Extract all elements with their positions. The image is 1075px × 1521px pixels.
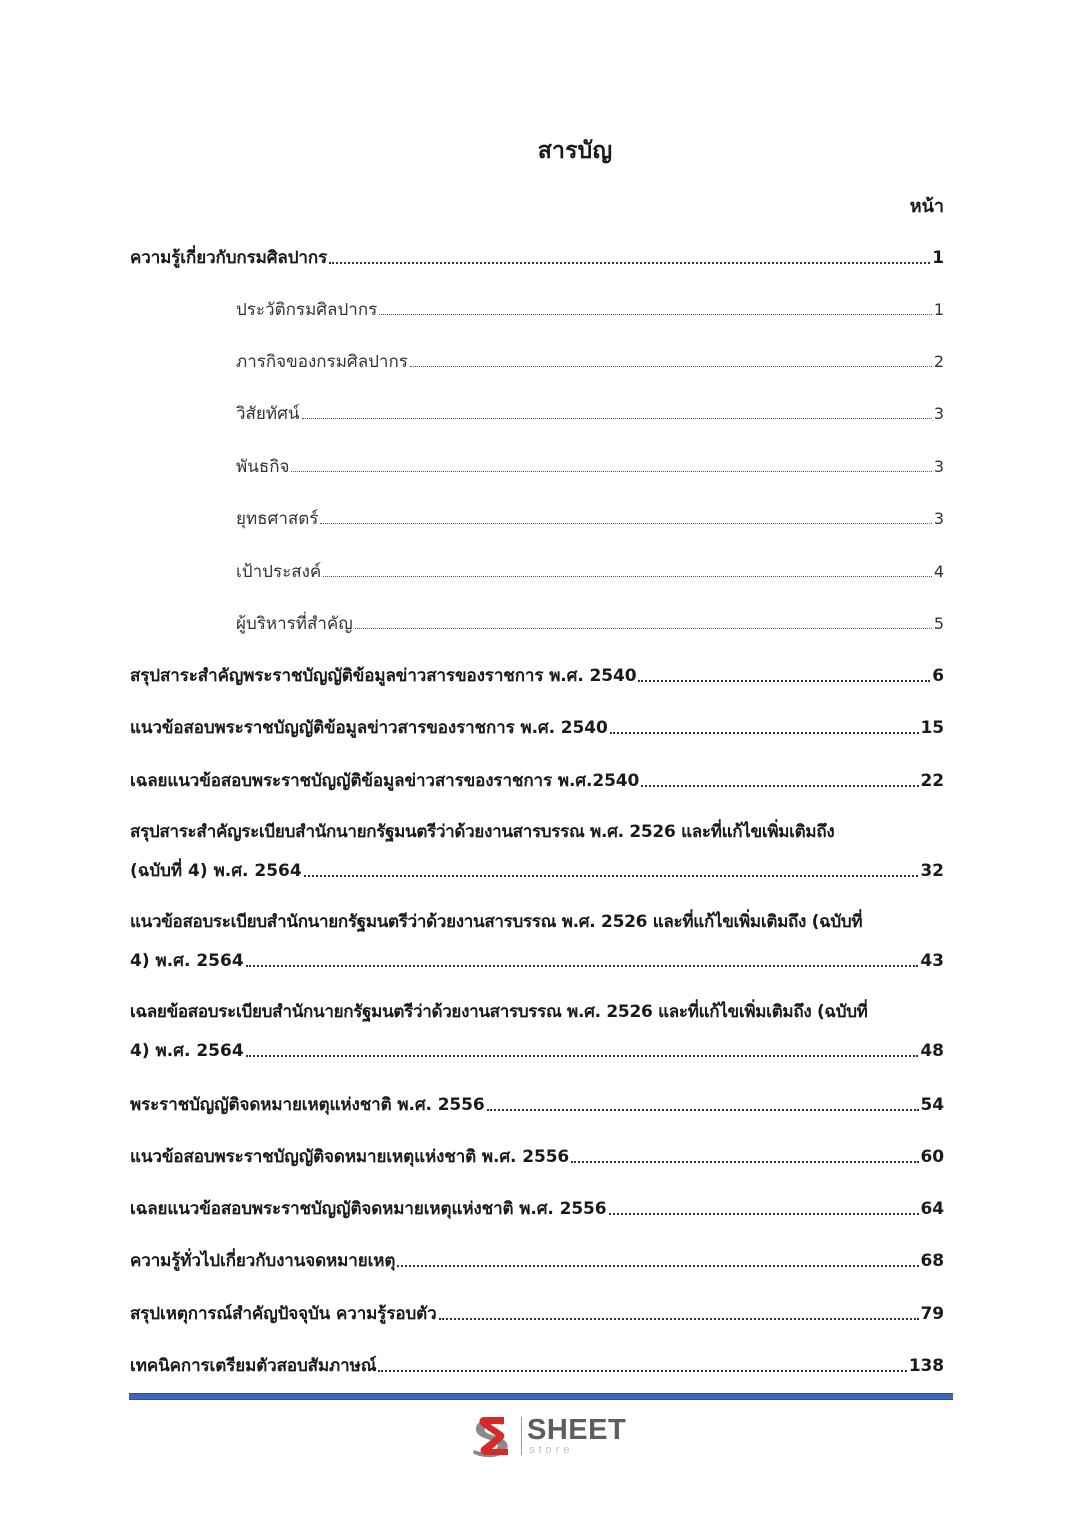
toc-entry[interactable] — [130, 1301, 944, 1327]
toc-entry-page: 79 — [920, 1304, 944, 1324]
toc-entry-page: 43 — [920, 951, 944, 971]
dot-leader — [610, 715, 919, 741]
toc-entry-label: ความรู้เกี่ยวกับกรมศิลปากร — [130, 248, 328, 268]
dot-leader — [302, 401, 932, 427]
dot-leader — [304, 858, 919, 884]
toc-entry-page: 32 — [920, 861, 944, 881]
toc-subentry[interactable] — [236, 401, 944, 427]
toc-entry-label: ความรู้ทั่วไปเกี่ยวกับงานจดหมายเหตุ — [130, 1251, 396, 1271]
dot-leader — [439, 1301, 919, 1327]
toc-entry-label-line2: (ฉบับที่ 4) พ.ศ. 2564 — [130, 861, 302, 881]
toc-entry-page: 22 — [920, 771, 944, 791]
toc-subentry[interactable] — [236, 506, 944, 532]
toc-entry-page: 138 — [908, 1356, 944, 1376]
toc-entry-label: สรุปสาระสำคัญพระราชบัญญัติข้อมูลข่าวสารของราชการ พ.ศ. 2540 — [130, 666, 637, 686]
toc-entry-page: 64 — [920, 1199, 944, 1219]
toc-entry-page: 15 — [920, 718, 944, 738]
toc-entry-label: พันธกิจ — [236, 457, 290, 477]
toc-entry[interactable] — [130, 909, 944, 974]
toc-entry-label-line1: แนวข้อสอบระเบียบสำนักนายกรัฐมนตรีว่าด้วยงานสารบรรณ พ.ศ. 2526 และที่แก้ไขเพิ่มเติมถึง (ฉบับที่ — [130, 912, 863, 932]
toc-subentry[interactable] — [236, 559, 944, 585]
toc-entry[interactable] — [130, 1248, 944, 1274]
dot-leader — [410, 349, 932, 375]
toc-subentry[interactable] — [236, 297, 944, 323]
page-title: สารบัญ — [537, 138, 613, 164]
toc-entry-label: แนวข้อสอบพระราชบัญญัติข้อมูลข่าวสารของราชการ พ.ศ. 2540 — [130, 718, 608, 738]
toc-entry-label: เฉลยแนวข้อสอบพระราชบัญญัติจดหมายเหตุแห่งชาติ พ.ศ. 2556 — [130, 1199, 607, 1219]
toc-entry[interactable] — [130, 663, 944, 689]
toc-entry-page: 60 — [920, 1147, 944, 1167]
toc-entry-page: 2 — [933, 352, 944, 371]
toc-entry-label: ยุทธศาสตร์ — [236, 509, 319, 529]
footer-rule — [129, 1393, 953, 1400]
toc-entry-label: เป้าประสงค์ — [236, 562, 322, 582]
toc-entry-label-line1: เฉลยข้อสอบระเบียบสำนักนายกรัฐมนตรีว่าด้วยงานสารบรรณ พ.ศ. 2526 และที่แก้ไขเพิ่มเติมถึง (ฉบับที่ — [130, 1002, 868, 1022]
toc-subentry[interactable] — [236, 611, 944, 637]
toc-entry-page: 1 — [932, 248, 944, 268]
toc-entry-label: ประวัติกรมศิลปากร — [236, 300, 378, 320]
toc-entry-page: 6 — [932, 666, 944, 686]
dot-leader — [320, 506, 931, 532]
toc-entry-page: 68 — [920, 1251, 944, 1271]
dot-leader — [329, 245, 930, 271]
sheet-store-s-logo-icon — [470, 1415, 516, 1459]
dot-leader — [246, 1038, 919, 1064]
toc-subentry[interactable] — [236, 349, 944, 375]
toc-subentry[interactable] — [236, 454, 944, 480]
toc-entry-page: 3 — [933, 457, 944, 476]
toc-entry[interactable] — [130, 1196, 944, 1222]
logo-divider — [521, 1417, 522, 1455]
dot-leader — [397, 1248, 918, 1274]
toc-entry-label: วิสัยทัศน์ — [236, 404, 300, 424]
toc-entry-label: สรุปเหตุการณ์สำคัญปัจจุบัน ความรู้รอบตัว — [130, 1304, 437, 1324]
toc-entry-label-line2: 4) พ.ศ. 2564 — [130, 1041, 244, 1061]
dot-leader — [246, 948, 919, 974]
toc-entry[interactable] — [130, 715, 944, 741]
toc-entry-page: 1 — [933, 300, 944, 319]
toc-entry[interactable] — [130, 999, 944, 1064]
toc-entry[interactable] — [130, 819, 944, 884]
toc-entry-page: 54 — [920, 1095, 944, 1115]
dot-leader — [378, 1353, 906, 1379]
toc-entry-label: เฉลยแนวข้อสอบพระราชบัญญัติข้อมูลข่าวสารของราชการ พ.ศ.2540 — [130, 771, 640, 791]
toc-entry-label: ภารกิจของกรมศิลปากร — [236, 352, 408, 372]
toc-entry-page: 3 — [933, 509, 944, 528]
toc-entry-label: ผู้บริหารที่สำคัญ — [236, 614, 353, 634]
logo-wordmark: SHEET — [527, 1414, 627, 1446]
toc-entry-page: 5 — [933, 614, 944, 633]
dot-leader — [641, 768, 918, 794]
toc-entry[interactable] — [130, 245, 944, 271]
page-column-header: หน้า — [909, 196, 944, 217]
dot-leader — [379, 297, 932, 323]
sheet-store-logo — [470, 1413, 630, 1461]
dot-leader — [638, 663, 930, 689]
dot-leader — [571, 1144, 918, 1170]
toc-entry[interactable] — [130, 768, 944, 794]
dot-leader — [355, 611, 932, 637]
dot-leader — [609, 1196, 919, 1222]
toc-entry-label: แนวข้อสอบพระราชบัญญัติจดหมายเหตุแห่งชาติ พ.ศ. 2556 — [130, 1147, 570, 1167]
dot-leader — [487, 1092, 919, 1118]
toc-entry-label: พระราชบัญญัติจดหมายเหตุแห่งชาติ พ.ศ. 2556 — [130, 1095, 485, 1115]
toc-entry[interactable] — [130, 1092, 944, 1118]
dot-leader — [323, 559, 932, 585]
toc-entry-page: 48 — [920, 1041, 944, 1061]
logo-subtext: store — [529, 1444, 574, 1456]
toc-entry-label-line1: สรุปสาระสำคัญระเบียบสำนักนายกรัฐมนตรีว่าด้วยงานสารบรรณ พ.ศ. 2526 และที่แก้ไขเพิ่มเติมถึง — [130, 822, 835, 842]
toc-entry-page: 4 — [933, 562, 944, 581]
toc-entry[interactable] — [130, 1353, 944, 1379]
toc-entry[interactable] — [130, 1144, 944, 1170]
dot-leader — [291, 454, 931, 480]
toc-entry-page: 3 — [933, 404, 944, 423]
toc-entry-label-line2: 4) พ.ศ. 2564 — [130, 951, 244, 971]
toc-entry-label: เทคนิคการเตรียมตัวสอบสัมภาษณ์ — [130, 1356, 377, 1376]
